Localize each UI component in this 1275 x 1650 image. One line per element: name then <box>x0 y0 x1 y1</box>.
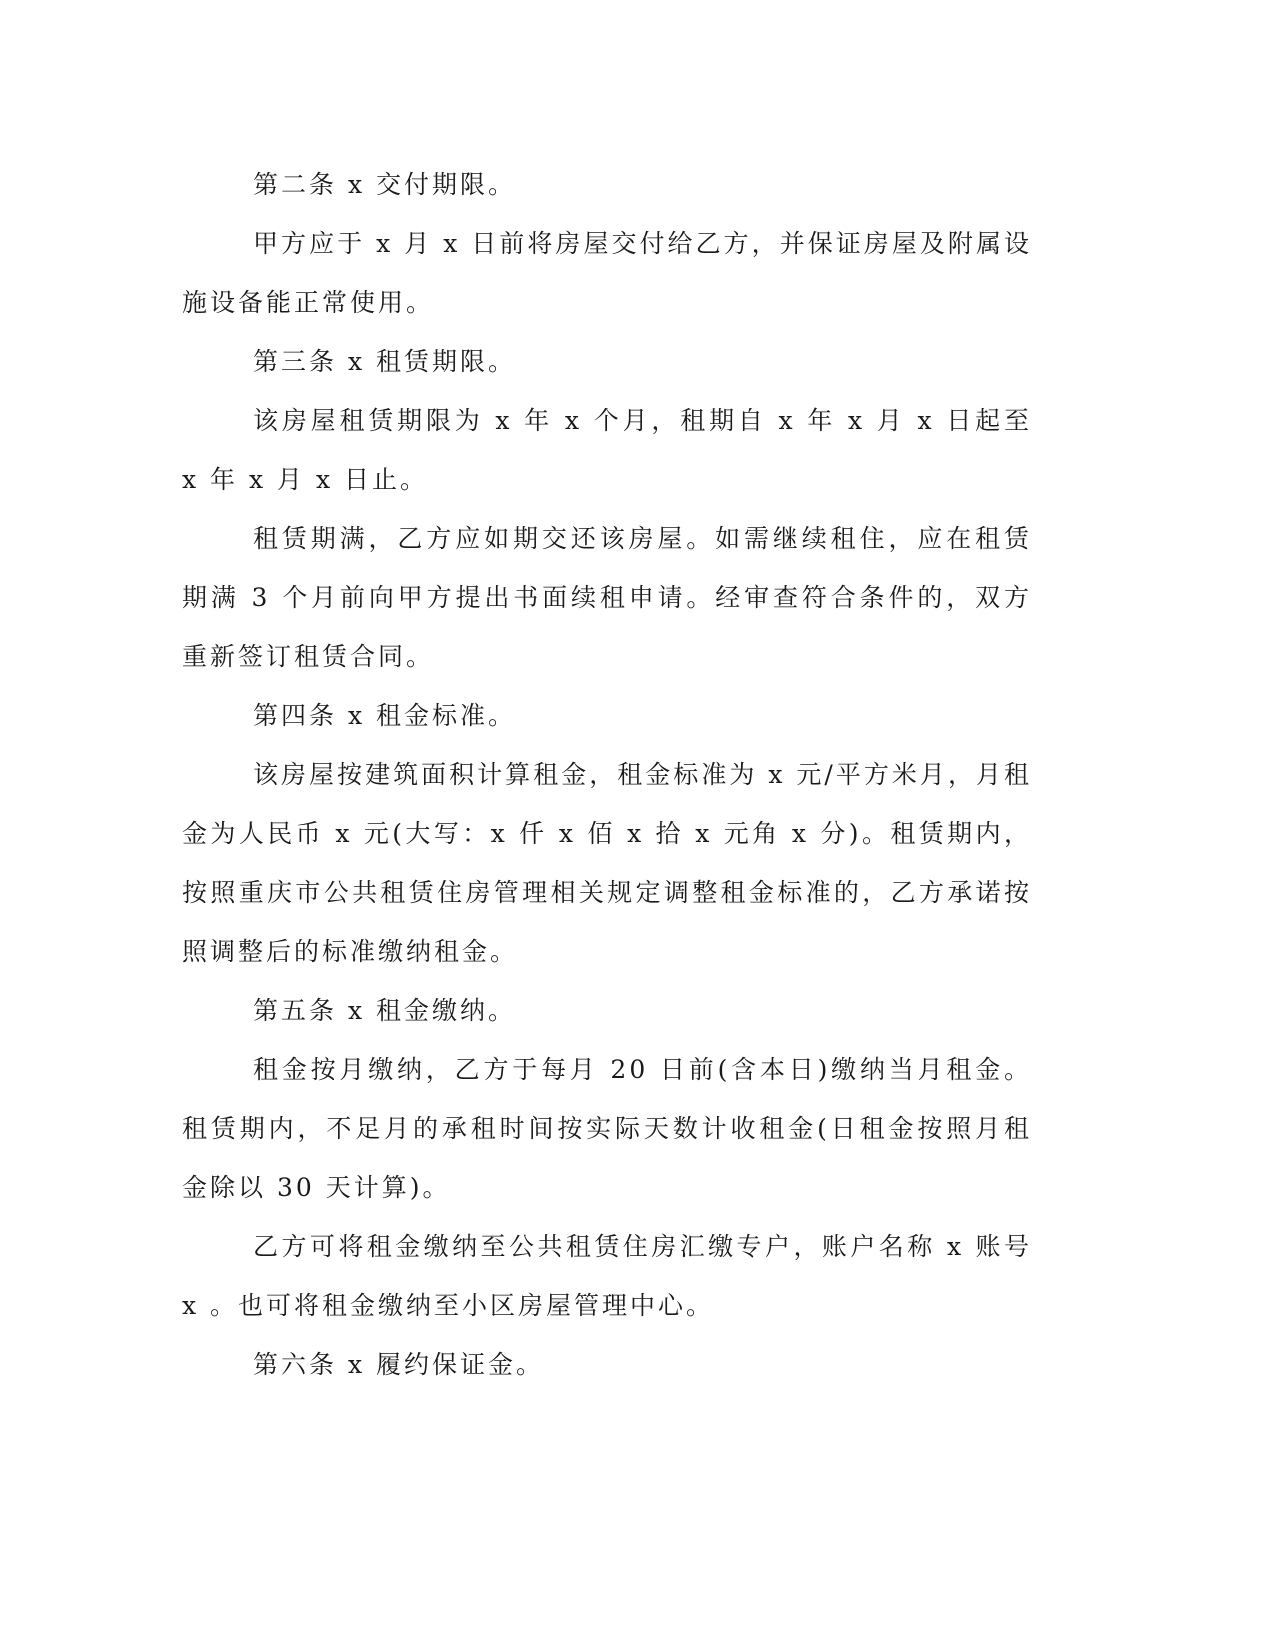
article-3-body: 该房屋租赁期限为 x 年 x 个月，租期自 x 年 x 月 x 日起至 x 年 x 月 x 日止。 <box>182 406 1032 494</box>
article-2-body: 甲方应于 x 月 x 日前将房屋交付给乙方，并保证房屋及附属设施设备能正常使用。 <box>182 229 1032 317</box>
article-3-heading: 第三条 x 租赁期限。 <box>253 347 516 376</box>
article-6-heading: 第六条 x 履约保证金。 <box>253 1350 544 1379</box>
article-5-account: 乙方可将租金缴纳至公共租赁住房汇缴专户，账户名称 x 账号 x 。也可将租金缴纳至小区房屋管理中心。 <box>182 1232 1032 1320</box>
article-5-heading: 第五条 x 租金缴纳。 <box>253 996 516 1025</box>
article-3-renewal: 租赁期满，乙方应如期交还该房屋。如需继续租住，应在租赁期满 3 个月前向甲方提出书面续租申请。经审查符合条件的，双方重新签订租赁合同。 <box>182 524 1032 671</box>
document-body <box>182 155 1032 1394</box>
article-2-heading: 第二条 x 交付期限。 <box>253 170 516 199</box>
article-4-heading: 第四条 x 租金标准。 <box>253 701 516 730</box>
article-4-body: 该房屋按建筑面积计算租金，租金标准为 x 元/平方米月，月租金为人民币 x 元(大写：x 仟 x 佰 x 拾 x 元角 x 分)。租赁期内，按照重庆市公共租赁住房管理相关规定调整租金标准的，乙方承诺按照调整后的标准缴纳租金。 <box>182 760 1032 966</box>
article-5-body: 租金按月缴纳，乙方于每月 20 日前(含本日)缴纳当月租金。租赁期内，不足月的承租时间按实际天数计收租金(日租金按照月租金除以 30 天计算)。 <box>182 1055 1032 1202</box>
